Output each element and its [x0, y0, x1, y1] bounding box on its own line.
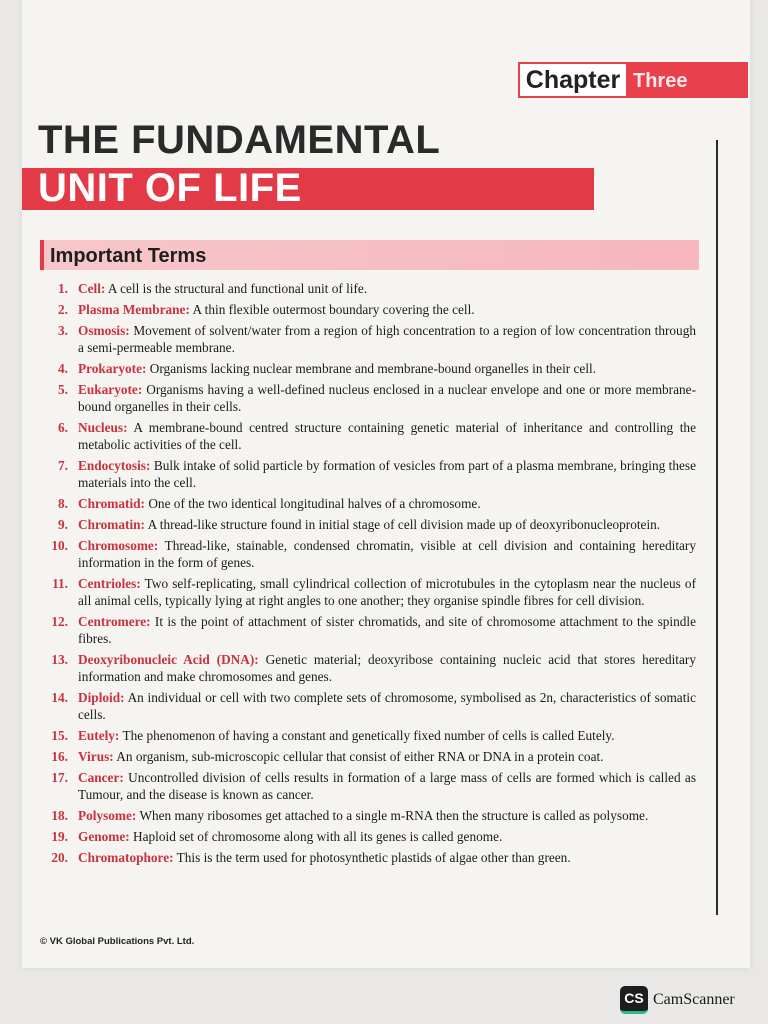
term-number: 9. [58, 517, 68, 532]
term-name: Eutely: [78, 728, 120, 743]
term-definition: Organisms lacking nuclear membrane and membrane-bound organelles in their cell. [149, 361, 597, 376]
term-item [36, 613, 696, 647]
term-definition: Thread-like, stainable, condensed chromatin, visible at cell division and containing hereditary information in the form of genes. [78, 538, 696, 570]
term-item [36, 727, 696, 744]
term-definition: When many ribosomes get attached to a single m-RNA then the structure is called as polysome. [139, 808, 649, 823]
term-number: 15. [51, 728, 68, 743]
term-definition: A thin flexible outermost boundary covering the cell. [192, 302, 475, 317]
term-item [36, 516, 696, 533]
term-definition: A cell is the structural and functional unit of life. [107, 281, 368, 296]
term-name: Cancer: [78, 770, 124, 785]
term-item [36, 495, 696, 512]
term-definition: An organism, sub-microscopic cellular that consist of either RNA or DNA in a protein coat. [116, 749, 604, 764]
term-number: 7. [58, 458, 68, 473]
term-name: Chromatophore: [78, 850, 174, 865]
term-number: 13. [51, 652, 68, 667]
term-name: Centromere: [78, 614, 151, 629]
term-item [36, 807, 696, 824]
camscanner-watermark: CamScanner [653, 991, 735, 1008]
term-name: Diploid: [78, 690, 125, 705]
term-number: 10. [51, 538, 68, 553]
publisher-footer: © VK Global Publications Pvt. Ltd. [40, 936, 195, 947]
term-number: 2. [58, 302, 68, 317]
term-number: 5. [58, 382, 68, 397]
term-name: Chromatid: [78, 496, 145, 511]
chapter-title-line1: THE FUNDAMENTAL [38, 118, 441, 162]
term-name: Cell: [78, 281, 106, 296]
term-number: 19. [51, 829, 68, 844]
term-number: 16. [51, 749, 68, 764]
terms-list [36, 280, 696, 870]
term-item [36, 537, 696, 571]
section-title: Important Terms [50, 245, 207, 267]
term-name: Nucleus: [78, 420, 128, 435]
term-definition: Bulk intake of solid particle by formation of vesicles from part of a plasma membrane, bringing these materials into the cell. [78, 458, 697, 490]
term-number: 20. [51, 850, 68, 865]
term-definition: Genetic material; deoxyribose containing nucleic acid that stores hereditary information and make chromosomes and genes. [78, 652, 696, 684]
term-name: Genome: [78, 829, 130, 844]
margin-rule [716, 140, 718, 915]
term-item [36, 419, 696, 453]
term-number: 18. [51, 808, 68, 823]
term-number: 14. [51, 690, 68, 705]
term-definition: Uncontrolled division of cells results in formation of a large mass of cells are formed which is called as Tumour, and the disease is known as cancer. [78, 770, 696, 802]
term-item [36, 280, 696, 297]
term-item [36, 849, 696, 866]
term-definition: It is the point of attachment of sister chromatids, and site of chromosome attachment to the spindle fibres. [78, 614, 697, 646]
term-number: 17. [51, 770, 68, 785]
term-definition: Organisms having a well-defined nucleus enclosed in a nuclear envelope and one or more membrane-bound organelles in their cells. [78, 382, 696, 414]
term-definition: A thread-like structure found in initial stage of cell division made up of deoxyribonucleoprotein. [147, 517, 661, 532]
term-name: Centrioles: [78, 576, 141, 591]
term-item [36, 457, 696, 491]
term-number: 3. [58, 323, 68, 338]
term-definition: An individual or cell with two complete sets of chromosome, symbolised as 2n, characteristics of somatic cells. [78, 690, 697, 722]
term-item [36, 322, 696, 356]
term-item [36, 360, 696, 377]
term-number: 4. [58, 361, 68, 376]
term-item [36, 381, 696, 415]
term-definition: This is the term used for photosynthetic plastids of algae other than green. [176, 850, 571, 865]
term-item [36, 575, 696, 609]
term-definition: One of the two identical longitudinal halves of a chromosome. [148, 496, 481, 511]
term-definition: A membrane-bound centred structure containing genetic material of inheritance and controlling the metabolic activities of the cell. [78, 420, 696, 452]
chapter-word: Chapter [520, 64, 626, 96]
term-definition: Movement of solvent/water from a region of high concentration to a region of low concentration through a semi-permeable membrane. [78, 323, 696, 355]
term-name: Virus: [78, 749, 114, 764]
term-number: 8. [58, 496, 68, 511]
term-definition: Two self-replicating, small cylindrical collection of microtubules in the cytoplasm near the nucleus of all animal cells, typically lying at right angles to one another; they organise spindle fibres for cell division. [78, 576, 696, 608]
term-number: 12. [51, 614, 68, 629]
camscanner-logo-icon: CS [620, 986, 648, 1014]
chapter-number: Three [633, 70, 688, 92]
chapter-label [518, 62, 748, 98]
term-name: Eukaryote: [78, 382, 143, 397]
term-name: Endocytosis: [78, 458, 151, 473]
term-name: Deoxyribonucleic Acid (DNA): [78, 652, 259, 667]
term-item [36, 689, 696, 723]
term-name: Plasma Membrane: [78, 302, 190, 317]
term-item [36, 828, 696, 845]
term-name: Polysome: [78, 808, 137, 823]
term-name: Chromosome: [78, 538, 159, 553]
term-definition: Haploid set of chromosome along with all its genes is called genome. [133, 829, 503, 844]
term-item [36, 748, 696, 765]
term-definition: The phenomenon of having a constant and genetically fixed number of cells is called Eutely. [122, 728, 615, 743]
chapter-title-line2: UNIT OF LIFE [38, 166, 302, 210]
term-name: Prokaryote: [78, 361, 147, 376]
term-item [36, 301, 696, 318]
term-name: Chromatin: [78, 517, 145, 532]
term-item [36, 769, 696, 803]
term-number: 1. [58, 281, 68, 296]
term-name: Osmosis: [78, 323, 130, 338]
term-number: 6. [58, 420, 68, 435]
term-number: 11. [52, 576, 68, 591]
term-item [36, 651, 696, 685]
